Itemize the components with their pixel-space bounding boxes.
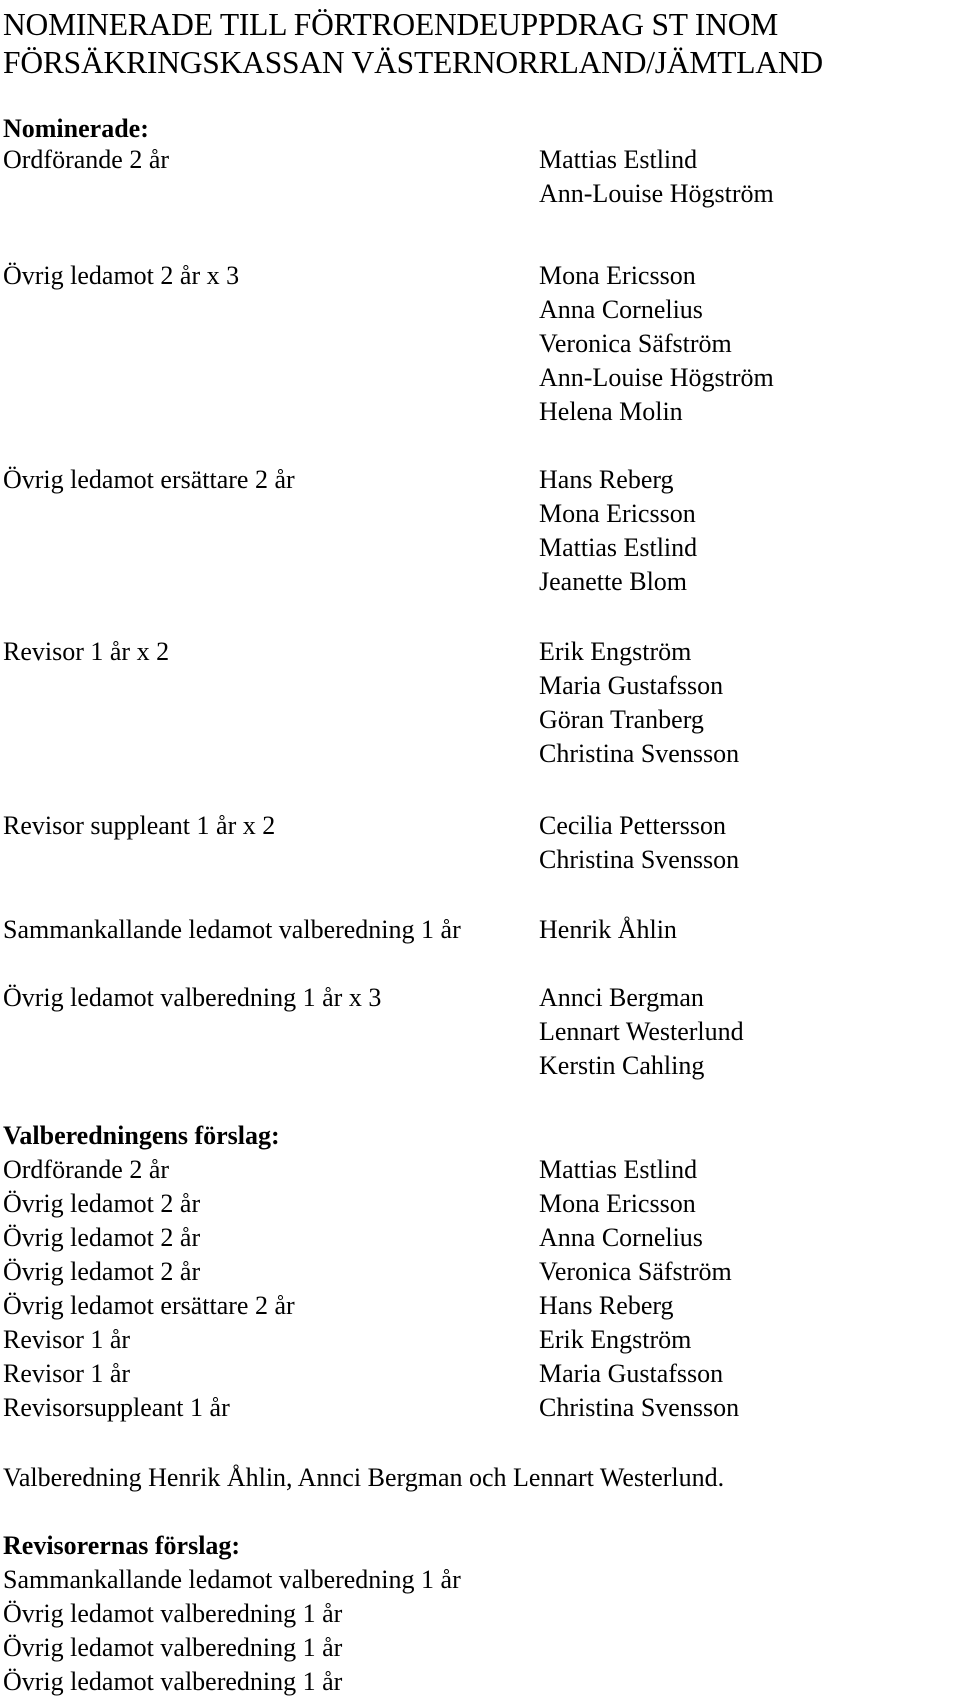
nominee-name: Annci Bergman — [539, 983, 704, 1012]
revisorer-heading: Revisorernas förslag: — [3, 1531, 241, 1560]
proposal-name: Erik Engström — [539, 1325, 692, 1354]
proposal-name: Mona Ericsson — [539, 1189, 696, 1218]
nominee-name: Helena Molin — [539, 397, 683, 426]
nominee-name: Mattias Estlind — [539, 145, 698, 174]
proposal-role: Övrig ledamot 2 år — [3, 1189, 201, 1218]
proposal-role: Revisor 1 år — [3, 1325, 131, 1354]
proposal-name: Veronica Säfström — [539, 1257, 732, 1286]
nominee-name: Mona Ericsson — [539, 261, 696, 290]
nominee-name: Veronica Säfström — [539, 329, 732, 358]
nominee-name: Erik Engström — [539, 637, 692, 666]
proposal-role: Övrig ledamot ersättare 2 år — [3, 1291, 295, 1320]
nominee-role-sammankallande: Sammankallande ledamot valberedning 1 år — [3, 915, 461, 944]
proposal-name: Mattias Estlind — [539, 1155, 698, 1184]
revisor-proposal-role: Sammankallande ledamot valberedning 1 år — [3, 1565, 461, 1594]
valberedning-text: Valberedning Henrik Åhlin, Annci Bergman och Lennart Westerlund. — [3, 1463, 725, 1492]
nominerade-heading: Nominerade: — [3, 114, 149, 143]
nominee-name: Mattias Estlind — [539, 533, 698, 562]
nominee-name: Anna Cornelius — [539, 295, 703, 324]
proposal-role: Revisor 1 år — [3, 1359, 131, 1388]
proposal-name: Anna Cornelius — [539, 1223, 703, 1252]
nominee-role-ovrig-ledamot: Övrig ledamot 2 år x 3 — [3, 261, 240, 290]
nominee-name: Hans Reberg — [539, 465, 674, 494]
nominee-name: Christina Svensson — [539, 739, 740, 768]
nominee-role-valberedning: Övrig ledamot valberedning 1 år x 3 — [3, 983, 382, 1012]
revisor-proposal-role: Övrig ledamot valberedning 1 år — [3, 1599, 343, 1628]
nominee-name: Mona Ericsson — [539, 499, 696, 528]
title-line-1: NOMINERADE TILL FÖRTROENDEUPPDRAG ST INOM — [3, 7, 779, 42]
proposal-name: Hans Reberg — [539, 1291, 674, 1320]
nominee-role-revisor-suppleant: Revisor suppleant 1 år x 2 — [3, 811, 276, 840]
nominee-name: Ann-Louise Högström — [539, 179, 774, 208]
proposal-role: Revisorsuppleant 1 år — [3, 1393, 230, 1422]
nominee-name: Christina Svensson — [539, 845, 740, 874]
nominee-name: Kerstin Cahling — [539, 1051, 705, 1080]
nominee-name: Lennart Westerlund — [539, 1017, 744, 1046]
title-line-2: FÖRSÄKRINGSKASSAN VÄSTERNORRLAND/JÄMTLAND — [3, 45, 823, 80]
proposal-role: Ordförande 2 år — [3, 1155, 170, 1184]
nominee-role-ordforande: Ordförande 2 år — [3, 145, 170, 174]
valberedning-heading: Valberedningens förslag: — [3, 1121, 280, 1150]
proposal-name: Maria Gustafsson — [539, 1359, 724, 1388]
revisor-proposal-role: Övrig ledamot valberedning 1 år — [3, 1667, 343, 1696]
nominee-name: Henrik Åhlin — [539, 915, 677, 944]
nominee-name: Cecilia Pettersson — [539, 811, 727, 840]
document-title — [3, 6, 953, 82]
nominee-role-ersattare: Övrig ledamot ersättare 2 år — [3, 465, 295, 494]
nominee-role-revisor: Revisor 1 år x 2 — [3, 637, 170, 666]
nominee-name: Göran Tranberg — [539, 705, 704, 734]
nominee-name: Maria Gustafsson — [539, 671, 724, 700]
proposal-name: Christina Svensson — [539, 1393, 740, 1422]
proposal-role: Övrig ledamot 2 år — [3, 1223, 201, 1252]
proposal-role: Övrig ledamot 2 år — [3, 1257, 201, 1286]
nominee-name: Jeanette Blom — [539, 567, 688, 596]
revisor-proposal-role: Övrig ledamot valberedning 1 år — [3, 1633, 343, 1662]
nominee-name: Ann-Louise Högström — [539, 363, 774, 392]
